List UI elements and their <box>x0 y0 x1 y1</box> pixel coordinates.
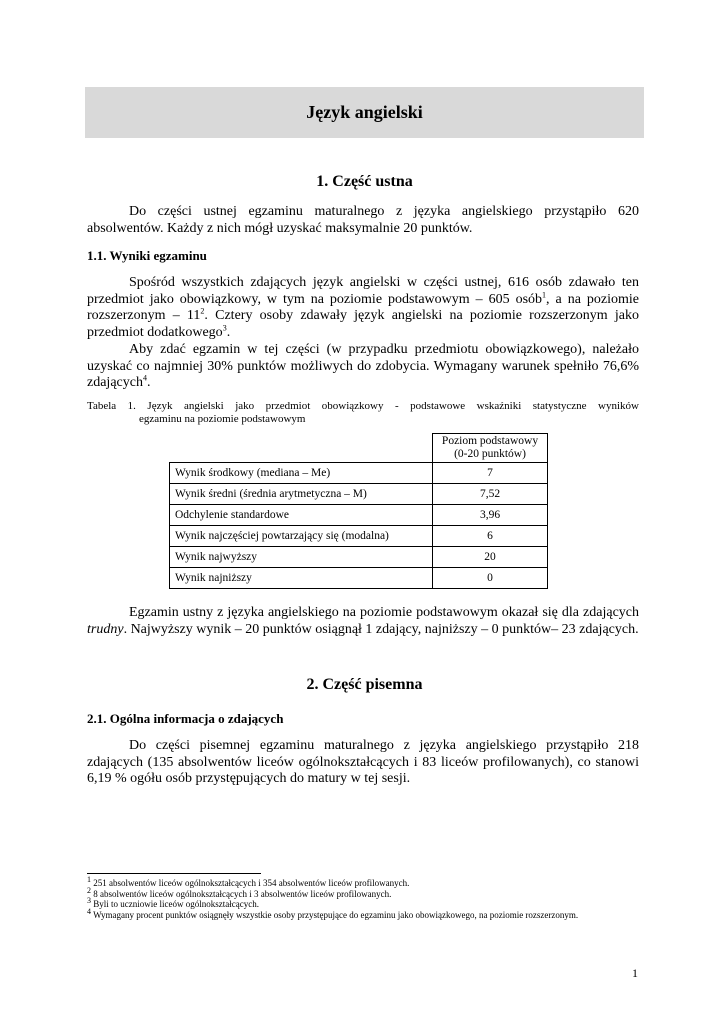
section-1-intro <box>87 204 639 237</box>
document-title: Język angielski <box>85 87 644 138</box>
row-label: Wynik środkowy (mediana – Me) <box>170 463 433 484</box>
page-number: 1 <box>632 966 638 980</box>
footnote <box>87 906 639 921</box>
section-1-heading: 1. Część ustna <box>316 173 413 190</box>
table-header-cell <box>433 434 548 463</box>
footnote-mark: 2 <box>87 885 91 895</box>
p2-text-a: Aby zdać egzamin w tej części (w przypadku przedmiotu obowiązkowego), należało uzyskać co najmniej 30% punktów możliwych do zdobycia. Wymagany warunek spełniło 76,6% zdających <box>87 342 639 390</box>
table-caption-line-2: egzaminu na poziomie podstawowym <box>139 413 306 425</box>
results-paragraph-3 <box>87 605 639 638</box>
footnote-mark: 3 <box>87 896 91 905</box>
p1-text-b: , a na poziomie rozszerzonym – 11 <box>87 291 639 323</box>
subsection-2-1-heading: 2.1. Ogólna informacja o zdających <box>87 711 284 726</box>
p3-text-a: Egzamin ustny z języka angielskiego na poziomie podstawowym okazał się dla zdających <box>129 605 639 620</box>
footnote-ref-4[interactable]: 4 <box>142 373 147 383</box>
row-value: 6 <box>433 526 548 547</box>
footnote-ref-1[interactable]: 1 <box>542 289 547 299</box>
statistics-table <box>169 433 548 589</box>
table-header-row <box>170 434 548 463</box>
footnote-mark: 1 <box>87 875 91 884</box>
footnote <box>87 875 639 889</box>
row-label: Odchylenie standardowe <box>170 505 433 526</box>
footnote-text: Wymagany procent punktów osiągnęły wszystkie osoby przystępujące do egzaminu jako obowiązkowego, na poziomie rozszerzonym. <box>93 909 579 920</box>
p3-emphasis: trudny <box>87 621 124 637</box>
row-value: 3,96 <box>433 505 548 526</box>
row-value: 20 <box>433 547 548 568</box>
table-caption-line-1: Tabela 1. Język angielski jako przedmiot obowiązkowy - podstawowe wskaźniki statystyczne wyników <box>87 400 639 412</box>
footnote-text: 251 absolwentów liceów ogólnokształcących i 354 absolwentów liceów profilowanych. <box>93 878 410 888</box>
results-paragraph-1 <box>87 275 639 341</box>
table-row <box>170 505 548 526</box>
table-row <box>170 463 548 484</box>
table-row <box>170 526 548 547</box>
table-row <box>170 547 548 568</box>
intro-text: Do części ustnej egzaminu maturalnego z języka angielskiego przystąpiło 620 absolwentów. Każdy z nich mógł uzyskać maksymalnie 20 punktów. <box>87 204 639 236</box>
footnote-ref-3[interactable]: 3 <box>222 322 227 332</box>
row-value: 0 <box>433 568 548 589</box>
table-header-line-2: (0-20 punktów) <box>454 448 526 460</box>
subsection-1-1-heading: 1.1. Wyniki egzaminu <box>87 248 207 263</box>
row-value: 7 <box>433 463 548 484</box>
p2-text-b: . <box>146 375 151 390</box>
p1-text-c: . Cztery osoby zdawały język angielski na poziomie rozszerzonym jako przedmiot dodatkowego <box>87 308 640 340</box>
section-2-paragraph <box>87 738 639 788</box>
table-row <box>170 484 548 505</box>
table-header-blank <box>170 434 433 463</box>
row-label: Wynik średni (średnia arytmetyczna – M) <box>170 484 433 505</box>
footnote-separator <box>87 873 261 874</box>
row-label: Wynik najczęściej powtarzający się (modalna) <box>170 526 433 547</box>
row-label: Wynik najwyższy <box>170 547 433 568</box>
footnote-mark: 4 <box>87 906 91 916</box>
section-2-heading: 2. Część pisemna <box>306 676 423 693</box>
footnote-text: Byli to uczniowie liceów ogólnokształcących. <box>93 899 259 909</box>
footnote-ref-2[interactable]: 2 <box>200 306 205 316</box>
row-label: Wynik najniższy <box>170 568 433 589</box>
footnotes <box>87 875 639 920</box>
footnote-text: 8 absolwentów liceów ogólnokształcących i 3 absolwentów liceów profilowanych. <box>93 888 392 899</box>
row-value: 7,52 <box>433 484 548 505</box>
section-2-text: Do części pisemnej egzaminu maturalnego z języka angielskiego przystąpiło 218 zdających (135 absolwentów liceów ogólnokształcących i 83 liceów profilowanych), co stanowi 6,19 % ogółu osób przystępujących do matury w tej sesji. <box>87 738 639 786</box>
footnote <box>87 885 639 900</box>
table-header-line-1: Poziom podstawowy <box>441 435 539 447</box>
p1-text-a: Spośród wszystkich zdających język angielski w części ustnej, 616 osób zdawało ten przedmiot jako obowiązkowy, w tym na poziomie podstawowym – 605 osób <box>87 275 639 307</box>
table-caption <box>87 400 639 426</box>
results-paragraph-2 <box>87 342 639 392</box>
footnote <box>87 896 639 910</box>
p3-text-b: . Najwyższy wynik – 20 punktów osiągnął 1 zdający, najniższy – 0 punktów– 23 zdających. <box>123 621 639 637</box>
p1-text-d: . <box>226 324 231 340</box>
table-row <box>170 568 548 589</box>
